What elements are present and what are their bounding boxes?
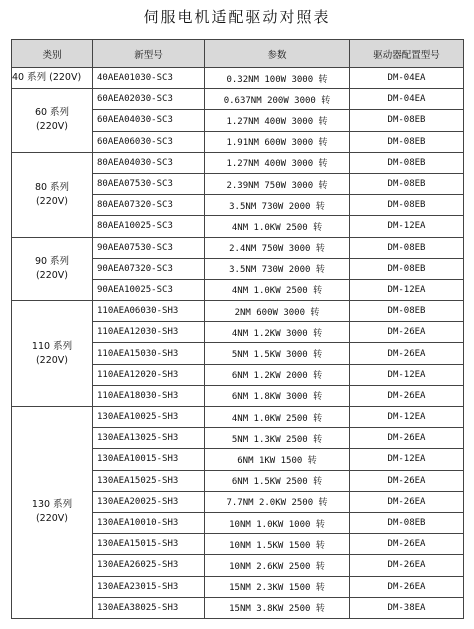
- params-cell: 5NM 1.5KW 3000 转: [205, 343, 350, 364]
- category-cell: 110 系列 (220V): [12, 301, 93, 407]
- model-cell: 80AEA04030-SC3: [93, 152, 205, 173]
- model-cell: 90AEA10025-SC3: [93, 279, 205, 300]
- header-params: 参数: [205, 40, 350, 68]
- table-row: [12, 68, 464, 89]
- params-cell: 4NM 1.0KW 2500 转: [205, 407, 350, 428]
- table-row: [12, 237, 464, 258]
- model-cell: 60AEA06030-SC3: [93, 131, 205, 152]
- params-cell: 10NM 2.6KW 2500 转: [205, 555, 350, 576]
- params-cell: 4NM 1.0KW 2500 转: [205, 279, 350, 300]
- model-cell: 110AEA12030-SH3: [93, 322, 205, 343]
- params-cell: 1.91NM 600W 3000 转: [205, 131, 350, 152]
- model-cell: 130AEA38025-SH3: [93, 597, 205, 618]
- driver-cell: DM-08EB: [350, 131, 464, 152]
- model-cell: 80AEA07320-SC3: [93, 195, 205, 216]
- driver-cell: DM-08EB: [350, 512, 464, 533]
- category-cell: 80 系列 (220V): [12, 152, 93, 237]
- category-cell: 90 系列 (220V): [12, 237, 93, 301]
- params-cell: 1.27NM 400W 3000 转: [205, 152, 350, 173]
- header-row: [12, 40, 464, 68]
- params-cell: 2NM 600W 3000 转: [205, 301, 350, 322]
- servo-driver-table: [11, 39, 464, 619]
- driver-cell: DM-08EB: [350, 173, 464, 194]
- model-cell: 110AEA12020-SH3: [93, 364, 205, 385]
- model-cell: 110AEA06030-SH3: [93, 301, 205, 322]
- driver-cell: DM-12EA: [350, 407, 464, 428]
- params-cell: 6NM 1KW 1500 转: [205, 449, 350, 470]
- page-title: 伺服电机适配驱动对照表: [143, 8, 331, 26]
- driver-cell: DM-08EB: [350, 195, 464, 216]
- model-cell: 130AEA20025-SH3: [93, 491, 205, 512]
- params-cell: 3.5NM 730W 2000 转: [205, 195, 350, 216]
- driver-cell: DM-26EA: [350, 470, 464, 491]
- model-cell: 130AEA23015-SH3: [93, 576, 205, 597]
- params-cell: 6NM 1.5KW 2500 转: [205, 470, 350, 491]
- table-row: [12, 301, 464, 322]
- params-cell: 10NM 1.5KW 1500 转: [205, 534, 350, 555]
- header-driver: 驱动器配置型号: [350, 40, 464, 68]
- params-cell: 0.637NM 200W 3000 转: [205, 89, 350, 110]
- header-category: 类别: [12, 40, 93, 68]
- driver-cell: DM-12EA: [350, 364, 464, 385]
- driver-cell: DM-12EA: [350, 216, 464, 237]
- driver-cell: DM-26EA: [350, 322, 464, 343]
- driver-cell: DM-26EA: [350, 491, 464, 512]
- params-cell: 6NM 1.8KW 3000 转: [205, 385, 350, 406]
- driver-cell: DM-26EA: [350, 555, 464, 576]
- model-cell: 130AEA26025-SH3: [93, 555, 205, 576]
- params-cell: 2.39NM 750W 3000 转: [205, 173, 350, 194]
- params-cell: 7.7NM 2.0KW 2500 转: [205, 491, 350, 512]
- params-cell: 5NM 1.3KW 2500 转: [205, 428, 350, 449]
- params-cell: 15NM 3.8KW 2500 转: [205, 597, 350, 618]
- model-cell: 110AEA15030-SH3: [93, 343, 205, 364]
- driver-cell: DM-08EB: [350, 237, 464, 258]
- driver-cell: DM-08EB: [350, 301, 464, 322]
- model-cell: 80AEA07530-SC3: [93, 173, 205, 194]
- driver-cell: DM-26EA: [350, 428, 464, 449]
- model-cell: 60AEA04030-SC3: [93, 110, 205, 131]
- driver-cell: DM-08EB: [350, 258, 464, 279]
- driver-cell: DM-12EA: [350, 279, 464, 300]
- model-cell: 130AEA15025-SH3: [93, 470, 205, 491]
- driver-cell: DM-26EA: [350, 576, 464, 597]
- params-cell: 6NM 1.2KW 2000 转: [205, 364, 350, 385]
- driver-cell: DM-12EA: [350, 449, 464, 470]
- header-model: 新型号: [93, 40, 205, 68]
- driver-cell: DM-04EA: [350, 89, 464, 110]
- table-row: [12, 407, 464, 428]
- model-cell: 130AEA13025-SH3: [93, 428, 205, 449]
- model-cell: 90AEA07530-SC3: [93, 237, 205, 258]
- driver-cell: DM-04EA: [350, 68, 464, 89]
- params-cell: 4NM 1.2KW 3000 转: [205, 322, 350, 343]
- params-cell: 0.32NM 100W 3000 转: [205, 68, 350, 89]
- category-cell: 60 系列 (220V): [12, 89, 93, 153]
- model-cell: 40AEA01030-SC3: [93, 68, 205, 89]
- driver-cell: DM-26EA: [350, 534, 464, 555]
- params-cell: 3.5NM 730W 2000 转: [205, 258, 350, 279]
- table-row: [12, 89, 464, 110]
- model-cell: 130AEA10025-SH3: [93, 407, 205, 428]
- table-row: [12, 152, 464, 173]
- model-cell: 90AEA07320-SC3: [93, 258, 205, 279]
- model-cell: 130AEA15015-SH3: [93, 534, 205, 555]
- params-cell: 4NM 1.0KW 2500 转: [205, 216, 350, 237]
- model-cell: 80AEA10025-SC3: [93, 216, 205, 237]
- model-cell: 110AEA18030-SH3: [93, 385, 205, 406]
- driver-cell: DM-08EB: [350, 152, 464, 173]
- driver-cell: DM-26EA: [350, 385, 464, 406]
- driver-cell: DM-08EB: [350, 110, 464, 131]
- model-cell: 130AEA10010-SH3: [93, 512, 205, 533]
- model-cell: 60AEA02030-SC3: [93, 89, 205, 110]
- driver-cell: DM-38EA: [350, 597, 464, 618]
- params-cell: 10NM 1.0KW 1000 转: [205, 512, 350, 533]
- params-cell: 1.27NM 400W 3000 转: [205, 110, 350, 131]
- driver-cell: DM-26EA: [350, 343, 464, 364]
- category-cell: 130 系列 (220V): [12, 407, 93, 619]
- table-body: [12, 68, 464, 619]
- model-cell: 130AEA10015-SH3: [93, 449, 205, 470]
- category-cell: 40 系列 (220V): [12, 68, 93, 89]
- params-cell: 15NM 2.3KW 1500 转: [205, 576, 350, 597]
- params-cell: 2.4NM 750W 3000 转: [205, 237, 350, 258]
